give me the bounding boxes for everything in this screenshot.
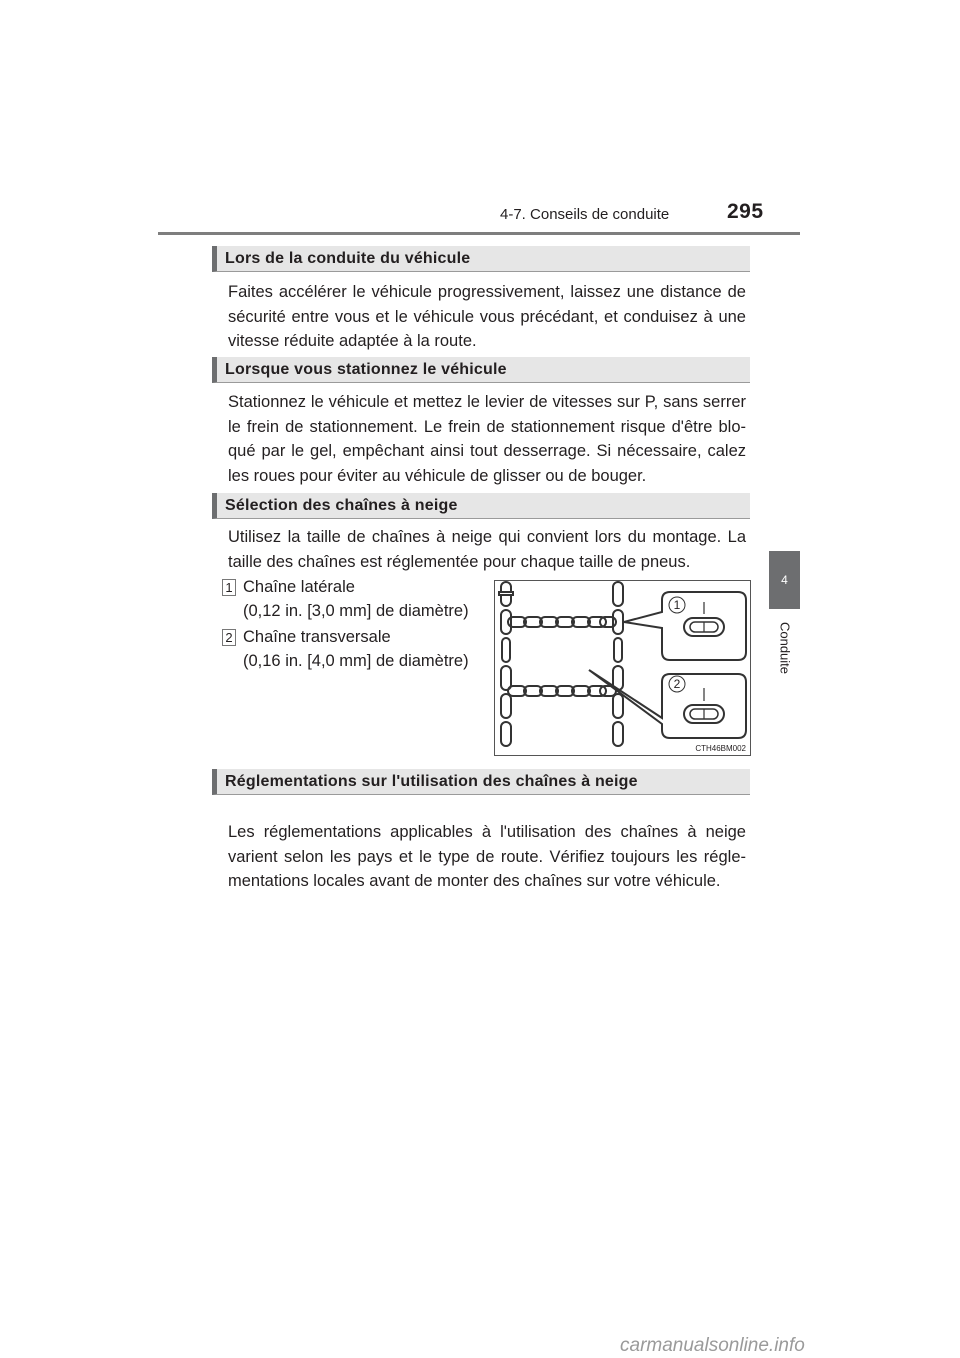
item-detail-side-chain: (0,12 in. [3,0 mm] de diamètre) <box>243 602 469 620</box>
figure-callout-2: 2 <box>673 677 681 691</box>
paragraph-driving: Faites accélérer le véhicule progressivement, laissez une distance de sécurité entre vous et le véhicule vous précédant, et conduisez à une vitesse réduite adaptée à la route. <box>228 283 746 350</box>
chapter-tab-number: 4 <box>769 551 800 609</box>
chapter-tab-label-text: Conduite <box>777 621 792 675</box>
section-heading-parking <box>212 357 750 383</box>
figure-callout-1: 1 <box>673 598 681 612</box>
paragraph-regulations: Les réglementations applicables à l'utilisation des chaînes à neige varient selon les pays et le type de route. Vérifiez toujours les régle- mentations locales avant de monter des chaînes sur votre véhicule. <box>228 823 746 890</box>
item-label-cross-chain: Chaîne transversale <box>243 628 391 646</box>
item-number-1: 1 <box>222 579 236 596</box>
header-rule <box>158 232 800 235</box>
figure-code: CTH46BM002 <box>695 744 746 753</box>
snow-chain-illustration <box>494 580 751 756</box>
item-number-2: 2 <box>222 629 236 646</box>
section-heading-text: Sélection des chaînes à neige <box>225 497 458 514</box>
chapter-tab-label <box>769 618 800 678</box>
item-detail-cross-chain: (0,16 in. [4,0 mm] de diamètre) <box>243 652 469 670</box>
watermark: carmanualsonline.info <box>620 1335 805 1356</box>
section-heading-driving <box>212 246 750 272</box>
page-number: 295 <box>727 200 764 223</box>
paragraph-snow-chains: Utilisez la taille de chaînes à neige qui convient lors du montage. La taille des chaînes est réglementée pour chaque taille de pneus. <box>228 528 746 571</box>
snow-chain-drawing <box>494 580 751 756</box>
section-heading-snow-chains <box>212 493 750 519</box>
running-header-section: 4-7. Conseils de conduite <box>500 206 670 223</box>
paragraph-parking: Stationnez le véhicule et mettez le levier de vitesses sur P, sans serrer le frein de stationnement. Le frein de stationnement risque d'être blo- qué par le gel, empêchant ainsi tout desserrage. Si nécessaire, calez les roues pour éviter au véhicule de glisser ou de bouger. <box>228 393 746 485</box>
section-heading-text: Réglementations sur l'utilisation des chaînes à neige <box>225 773 638 790</box>
section-heading-text: Lorsque vous stationnez le véhicule <box>225 361 507 378</box>
item-label-side-chain: Chaîne latérale <box>243 578 355 596</box>
section-heading-regulations <box>212 769 750 795</box>
section-heading-text: Lors de la conduite du véhicule <box>225 250 471 267</box>
